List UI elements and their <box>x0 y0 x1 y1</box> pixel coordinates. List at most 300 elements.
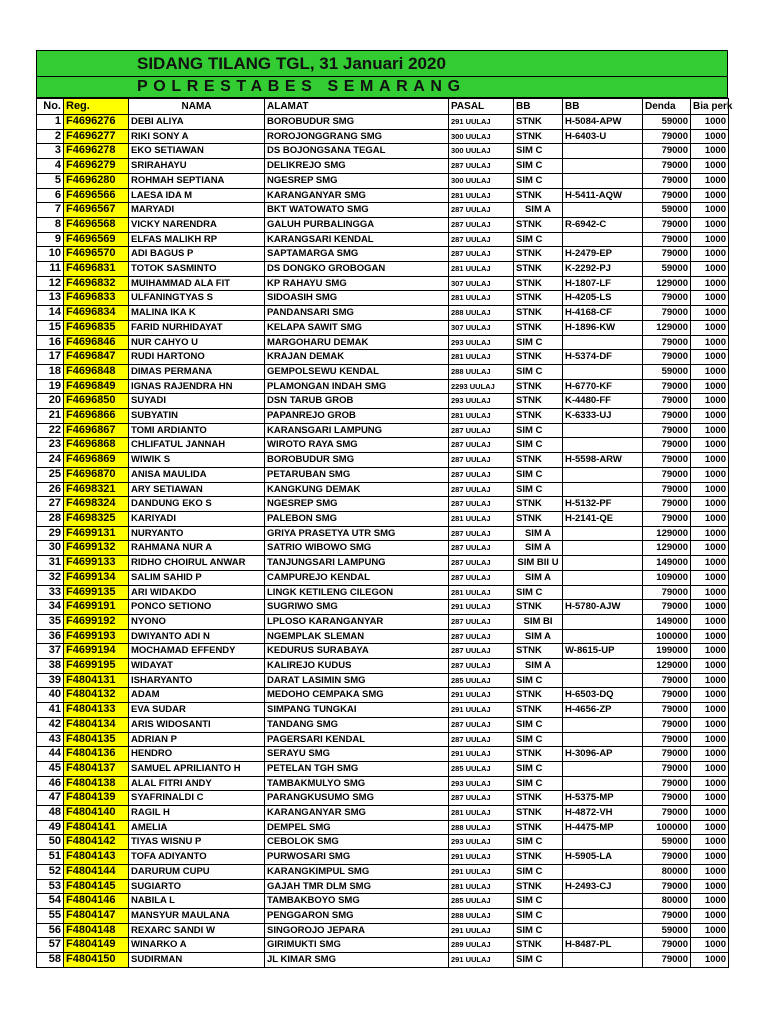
cell-denda: 79000 <box>643 482 691 497</box>
cell-no: 31 <box>37 556 64 571</box>
cell-plate: H-5780-AJW <box>563 600 643 615</box>
cell-plate: K-4480-FF <box>563 394 643 409</box>
cell-bb: STNK <box>514 379 563 394</box>
cell-no: 51 <box>37 850 64 865</box>
cell-plate: H-2479-EP <box>563 247 643 262</box>
cell-no: 38 <box>37 659 64 674</box>
cell-nama: LAESA IDA M <box>129 188 265 203</box>
cell-plate <box>563 776 643 791</box>
cell-denda: 109000 <box>643 570 691 585</box>
cell-pasal: 287 UULAJ <box>449 232 514 247</box>
cell-nama: MALINA IKA K <box>129 306 265 321</box>
cell-denda: 79000 <box>643 291 691 306</box>
cell-bb: SIM C <box>514 835 563 850</box>
cell-biaya: 1000 <box>691 820 729 835</box>
cell-biaya: 1000 <box>691 262 729 277</box>
cell-denda: 79000 <box>643 747 691 762</box>
cell-denda: 79000 <box>643 953 691 968</box>
cell-plate <box>563 482 643 497</box>
cell-no: 44 <box>37 747 64 762</box>
cell-nama: ARI WIDAKDO <box>129 585 265 600</box>
cell-alamat: PETELAN TGH SMG <box>265 761 449 776</box>
table-row <box>37 247 729 262</box>
cell-plate <box>563 894 643 909</box>
cell-no: 12 <box>37 276 64 291</box>
table-row <box>37 747 729 762</box>
cell-bb: STNK <box>514 291 563 306</box>
cell-pasal: 281 UULAJ <box>449 409 514 424</box>
cell-reg: F4804141 <box>64 820 129 835</box>
cell-denda: 79000 <box>643 511 691 526</box>
page-subtitle: POLRESTABES SEMARANG <box>137 78 466 95</box>
cell-nama: MARYADI <box>129 203 265 218</box>
cell-no: 9 <box>37 232 64 247</box>
cell-pasal: 300 UULAJ <box>449 129 514 144</box>
cell-pasal: 291 UULAJ <box>449 864 514 879</box>
cell-no: 53 <box>37 879 64 894</box>
table-row <box>37 908 729 923</box>
table-row <box>37 438 729 453</box>
cell-reg: F4696280 <box>64 173 129 188</box>
cell-bb: SIM A <box>514 203 563 218</box>
cell-reg: F4804134 <box>64 717 129 732</box>
cell-nama: HENDRO <box>129 747 265 762</box>
table-row <box>37 820 729 835</box>
cell-nama: TOFA ADIYANTO <box>129 850 265 865</box>
cell-nama: DWIYANTO ADI N <box>129 629 265 644</box>
cell-pasal: 287 UULAJ <box>449 497 514 512</box>
cell-biaya: 1000 <box>691 159 729 174</box>
cell-pasal: 287 UULAJ <box>449 614 514 629</box>
cell-no: 52 <box>37 864 64 879</box>
cell-pasal: 287 UULAJ <box>449 659 514 674</box>
table-row <box>37 953 729 968</box>
cell-plate <box>563 570 643 585</box>
cell-denda: 79000 <box>643 394 691 409</box>
cell-biaya: 1000 <box>691 379 729 394</box>
table-row <box>37 379 729 394</box>
table-row <box>37 629 729 644</box>
cell-reg: F4804132 <box>64 688 129 703</box>
cell-no: 14 <box>37 306 64 321</box>
cell-bb: SIM A <box>514 570 563 585</box>
cell-biaya: 1000 <box>691 144 729 159</box>
cell-alamat: TANDANG SMG <box>265 717 449 732</box>
cell-biaya: 1000 <box>691 423 729 438</box>
cell-alamat: DS BOJONGSANA TEGAL <box>265 144 449 159</box>
cell-denda: 79000 <box>643 335 691 350</box>
cell-alamat: PAPANREJO GROB <box>265 409 449 424</box>
cell-pasal: 287 UULAJ <box>449 570 514 585</box>
cell-nama: KARIYADI <box>129 511 265 526</box>
cell-pasal: 285 UULAJ <box>449 761 514 776</box>
table-row <box>37 217 729 232</box>
col-header-nama: NAMA <box>129 99 265 115</box>
cell-bb: STNK <box>514 350 563 365</box>
cell-reg: F4696569 <box>64 232 129 247</box>
cell-alamat: LPLOSO KARANGANYAR <box>265 614 449 629</box>
cell-biaya: 1000 <box>691 953 729 968</box>
cell-nama: EVA SUDAR <box>129 703 265 718</box>
cell-bb: STNK <box>514 497 563 512</box>
cell-denda: 59000 <box>643 364 691 379</box>
cell-bb: SIM C <box>514 953 563 968</box>
cell-pasal: 307 UULAJ <box>449 276 514 291</box>
cell-denda: 79000 <box>643 717 691 732</box>
cell-bb: STNK <box>514 276 563 291</box>
cell-no: 37 <box>37 644 64 659</box>
cell-denda: 59000 <box>643 835 691 850</box>
cell-no: 55 <box>37 908 64 923</box>
cell-nama: DIMAS PERMANA <box>129 364 265 379</box>
cell-biaya: 1000 <box>691 247 729 262</box>
cell-no: 27 <box>37 497 64 512</box>
cell-plate <box>563 864 643 879</box>
cell-nama: MOCHAMAD EFFENDY <box>129 644 265 659</box>
cell-bb: STNK <box>514 511 563 526</box>
cell-alamat: NGESREP SMG <box>265 497 449 512</box>
cell-plate: H-2141-QE <box>563 511 643 526</box>
table-row <box>37 320 729 335</box>
cell-pasal: 281 UULAJ <box>449 188 514 203</box>
cell-denda: 79000 <box>643 703 691 718</box>
cell-pasal: 300 UULAJ <box>449 144 514 159</box>
table-row <box>37 364 729 379</box>
cell-pasal: 288 UULAJ <box>449 908 514 923</box>
cell-denda: 79000 <box>643 585 691 600</box>
cell-pasal: 287 UULAJ <box>449 541 514 556</box>
cell-biaya: 1000 <box>691 864 729 879</box>
cell-nama: IGNAS RAJENDRA HN <box>129 379 265 394</box>
cell-reg: F4804136 <box>64 747 129 762</box>
cell-bb: STNK <box>514 188 563 203</box>
cell-plate: H-4168-CF <box>563 306 643 321</box>
cell-no: 41 <box>37 703 64 718</box>
cell-pasal: 287 UULAJ <box>449 453 514 468</box>
cell-alamat: DELIKREJO SMG <box>265 159 449 174</box>
cell-nama: MUIHAMMAD ALA FIT <box>129 276 265 291</box>
cell-bb: STNK <box>514 320 563 335</box>
cell-alamat: KELAPA SAWIT SMG <box>265 320 449 335</box>
cell-plate: H-6403-U <box>563 129 643 144</box>
cell-bb: STNK <box>514 938 563 953</box>
cell-no: 20 <box>37 394 64 409</box>
cell-nama: DANDUNG EKO S <box>129 497 265 512</box>
cell-bb: STNK <box>514 806 563 821</box>
cell-nama: SAMUEL APRILIANTO H <box>129 761 265 776</box>
cell-reg: F4696846 <box>64 335 129 350</box>
cell-biaya: 1000 <box>691 306 729 321</box>
table-row <box>37 526 729 541</box>
cell-pasal: 2293 UULAJ <box>449 379 514 394</box>
cell-reg: F4804140 <box>64 806 129 821</box>
cell-alamat: PETARUBAN SMG <box>265 467 449 482</box>
cell-reg: F4698324 <box>64 497 129 512</box>
cell-no: 11 <box>37 262 64 277</box>
cell-alamat: BOROBUDUR SMG <box>265 453 449 468</box>
table-row <box>37 864 729 879</box>
cell-alamat: KALIREJO KUDUS <box>265 659 449 674</box>
cell-alamat: ROROJONGGRANG SMG <box>265 129 449 144</box>
cell-denda: 79000 <box>643 850 691 865</box>
cell-plate: H-4656-ZP <box>563 703 643 718</box>
cell-alamat: PALEBON SMG <box>265 511 449 526</box>
cell-alamat: MEDOHO CEMPAKA SMG <box>265 688 449 703</box>
cell-nama: WIDAYAT <box>129 659 265 674</box>
cell-pasal: 285 UULAJ <box>449 673 514 688</box>
cell-alamat: MARGOHARU DEMAK <box>265 335 449 350</box>
cell-denda: 79000 <box>643 144 691 159</box>
cell-reg: F4696566 <box>64 188 129 203</box>
cell-denda: 79000 <box>643 673 691 688</box>
cell-biaya: 1000 <box>691 541 729 556</box>
cell-denda: 129000 <box>643 526 691 541</box>
cell-nama: CHLIFATUL JANNAH <box>129 438 265 453</box>
cell-plate <box>563 526 643 541</box>
cell-nama: SUBYATIN <box>129 409 265 424</box>
cell-nama: RIDHO CHOIRUL ANWAR <box>129 556 265 571</box>
cell-denda: 79000 <box>643 306 691 321</box>
cell-bb: SIM C <box>514 232 563 247</box>
table-row <box>37 703 729 718</box>
cell-pasal: 287 UULAJ <box>449 217 514 232</box>
table-row <box>37 276 729 291</box>
cell-no: 35 <box>37 614 64 629</box>
cell-pasal: 287 UULAJ <box>449 482 514 497</box>
cell-denda: 129000 <box>643 541 691 556</box>
cell-no: 45 <box>37 761 64 776</box>
cell-plate <box>563 438 643 453</box>
cell-biaya: 1000 <box>691 570 729 585</box>
title-band <box>36 50 728 98</box>
cell-plate <box>563 467 643 482</box>
cell-bb: SIM A <box>514 659 563 674</box>
cell-plate: H-4205-LS <box>563 291 643 306</box>
cell-bb: SIM A <box>514 526 563 541</box>
cell-no: 47 <box>37 791 64 806</box>
spreadsheet <box>36 50 733 968</box>
cell-pasal: 291 UULAJ <box>449 688 514 703</box>
cell-nama: DEBI ALIYA <box>129 115 265 130</box>
cell-biaya: 1000 <box>691 908 729 923</box>
cell-plate <box>563 953 643 968</box>
cell-biaya: 1000 <box>691 467 729 482</box>
col-header-reg: Reg. <box>64 99 129 115</box>
cell-biaya: 1000 <box>691 276 729 291</box>
cell-reg: F4804149 <box>64 938 129 953</box>
cell-pasal: 281 UULAJ <box>449 511 514 526</box>
table-row <box>37 894 729 909</box>
cell-nama: AMELIA <box>129 820 265 835</box>
cell-alamat: SIDOASIH SMG <box>265 291 449 306</box>
cell-nama: ARY SETIAWAN <box>129 482 265 497</box>
cell-denda: 79000 <box>643 600 691 615</box>
cell-no: 57 <box>37 938 64 953</box>
cell-nama: SRIRAHAYU <box>129 159 265 174</box>
cell-plate <box>563 232 643 247</box>
cell-bb: SIM C <box>514 364 563 379</box>
cell-bb: STNK <box>514 688 563 703</box>
cell-plate: H-3096-AP <box>563 747 643 762</box>
cell-no: 24 <box>37 453 64 468</box>
cell-reg: F4699133 <box>64 556 129 571</box>
col-header-pasal: PASAL <box>449 99 514 115</box>
cell-alamat: NGEMPLAK SLEMAN <box>265 629 449 644</box>
cell-pasal: 293 UULAJ <box>449 776 514 791</box>
table-row <box>37 688 729 703</box>
cell-biaya: 1000 <box>691 335 729 350</box>
cell-bb: STNK <box>514 129 563 144</box>
cell-alamat: GIRIMUKTI SMG <box>265 938 449 953</box>
cell-alamat: KANGKUNG DEMAK <box>265 482 449 497</box>
cell-alamat: CEBOLOK SMG <box>265 835 449 850</box>
cell-denda: 79000 <box>643 217 691 232</box>
cell-no: 21 <box>37 409 64 424</box>
cell-plate <box>563 585 643 600</box>
cell-no: 58 <box>37 953 64 968</box>
cell-plate: H-5132-PF <box>563 497 643 512</box>
cell-no: 49 <box>37 820 64 835</box>
cell-no: 30 <box>37 541 64 556</box>
cell-bb: SIM C <box>514 438 563 453</box>
cell-alamat: TAMBAKMULYO SMG <box>265 776 449 791</box>
cell-pasal: 288 UULAJ <box>449 820 514 835</box>
cell-no: 42 <box>37 717 64 732</box>
cell-reg: F4696870 <box>64 467 129 482</box>
cell-denda: 79000 <box>643 159 691 174</box>
cell-plate <box>563 159 643 174</box>
cell-reg: F4696279 <box>64 159 129 174</box>
cell-nama: ADI BAGUS P <box>129 247 265 262</box>
cell-nama: REXARC SANDI W <box>129 923 265 938</box>
cell-bb: STNK <box>514 850 563 865</box>
cell-reg: F4696832 <box>64 276 129 291</box>
tilang-table <box>36 98 733 968</box>
cell-plate: H-4475-MP <box>563 820 643 835</box>
table-row <box>37 409 729 424</box>
cell-pasal: 291 UULAJ <box>449 850 514 865</box>
cell-nama: NABILA L <box>129 894 265 909</box>
cell-denda: 79000 <box>643 938 691 953</box>
cell-alamat: PURWOSARI SMG <box>265 850 449 865</box>
cell-bb: SIM C <box>514 467 563 482</box>
cell-reg: F4804131 <box>64 673 129 688</box>
cell-reg: F4696866 <box>64 409 129 424</box>
cell-pasal: 287 UULAJ <box>449 629 514 644</box>
cell-reg: F4699135 <box>64 585 129 600</box>
cell-denda: 79000 <box>643 453 691 468</box>
table-row <box>37 482 729 497</box>
cell-biaya: 1000 <box>691 526 729 541</box>
cell-nama: RAGIL H <box>129 806 265 821</box>
cell-no: 39 <box>37 673 64 688</box>
cell-pasal: 307 UULAJ <box>449 320 514 335</box>
cell-nama: ADAM <box>129 688 265 703</box>
table-row <box>37 806 729 821</box>
cell-denda: 79000 <box>643 791 691 806</box>
table-row <box>37 232 729 247</box>
cell-biaya: 1000 <box>691 364 729 379</box>
cell-bb: SIM C <box>514 923 563 938</box>
cell-bb: STNK <box>514 247 563 262</box>
cell-plate: R-6942-C <box>563 217 643 232</box>
cell-plate: W-8615-UP <box>563 644 643 659</box>
cell-reg: F4696850 <box>64 394 129 409</box>
col-header-no: No. <box>37 99 64 115</box>
cell-no: 40 <box>37 688 64 703</box>
cell-pasal: 287 UULAJ <box>449 526 514 541</box>
table-row <box>37 159 729 174</box>
table-row <box>37 467 729 482</box>
cell-biaya: 1000 <box>691 732 729 747</box>
cell-bb: STNK <box>514 262 563 277</box>
cell-reg: F4804142 <box>64 835 129 850</box>
cell-bb: SIM C <box>514 894 563 909</box>
cell-reg: F4804144 <box>64 864 129 879</box>
cell-denda: 59000 <box>643 115 691 130</box>
cell-no: 48 <box>37 806 64 821</box>
cell-pasal: 291 UULAJ <box>449 923 514 938</box>
cell-pasal: 281 UULAJ <box>449 879 514 894</box>
cell-biaya: 1000 <box>691 291 729 306</box>
cell-reg: F4699191 <box>64 600 129 615</box>
cell-bb: STNK <box>514 820 563 835</box>
table-row <box>37 423 729 438</box>
cell-bb: SIM C <box>514 864 563 879</box>
cell-no: 32 <box>37 570 64 585</box>
cell-reg: F4698321 <box>64 482 129 497</box>
cell-no: 36 <box>37 629 64 644</box>
cell-bb: STNK <box>514 747 563 762</box>
cell-plate <box>563 203 643 218</box>
cell-plate: H-5374-DF <box>563 350 643 365</box>
cell-bb: SIM C <box>514 423 563 438</box>
cell-biaya: 1000 <box>691 761 729 776</box>
cell-denda: 129000 <box>643 659 691 674</box>
cell-alamat: KRAJAN DEMAK <box>265 350 449 365</box>
cell-biaya: 1000 <box>691 806 729 821</box>
cell-alamat: DS DONGKO GROBOGAN <box>265 262 449 277</box>
cell-biaya: 1000 <box>691 879 729 894</box>
cell-nama: ANISA MAULIDA <box>129 467 265 482</box>
cell-alamat: KARANGANYAR SMG <box>265 188 449 203</box>
cell-pasal: 285 UULAJ <box>449 894 514 909</box>
cell-nama: ARIS WIDOSANTI <box>129 717 265 732</box>
cell-biaya: 1000 <box>691 791 729 806</box>
cell-pasal: 287 UULAJ <box>449 159 514 174</box>
cell-plate <box>563 423 643 438</box>
cell-biaya: 1000 <box>691 453 729 468</box>
cell-biaya: 1000 <box>691 556 729 571</box>
cell-nama: NUR CAHYO U <box>129 335 265 350</box>
table-row <box>37 115 729 130</box>
cell-bb: SIM A <box>514 629 563 644</box>
cell-alamat: WIROTO RAYA SMG <box>265 438 449 453</box>
cell-alamat: PAGERSARI KENDAL <box>265 732 449 747</box>
table-row <box>37 335 729 350</box>
cell-no: 15 <box>37 320 64 335</box>
cell-biaya: 1000 <box>691 688 729 703</box>
cell-nama: PONCO SETIONO <box>129 600 265 615</box>
cell-biaya: 1000 <box>691 320 729 335</box>
cell-reg: F4804135 <box>64 732 129 747</box>
cell-denda: 79000 <box>643 188 691 203</box>
cell-biaya: 1000 <box>691 203 729 218</box>
cell-pasal: 288 UULAJ <box>449 364 514 379</box>
table-row <box>37 600 729 615</box>
cell-alamat: NGESREP SMG <box>265 173 449 188</box>
cell-nama: ISHARYANTO <box>129 673 265 688</box>
